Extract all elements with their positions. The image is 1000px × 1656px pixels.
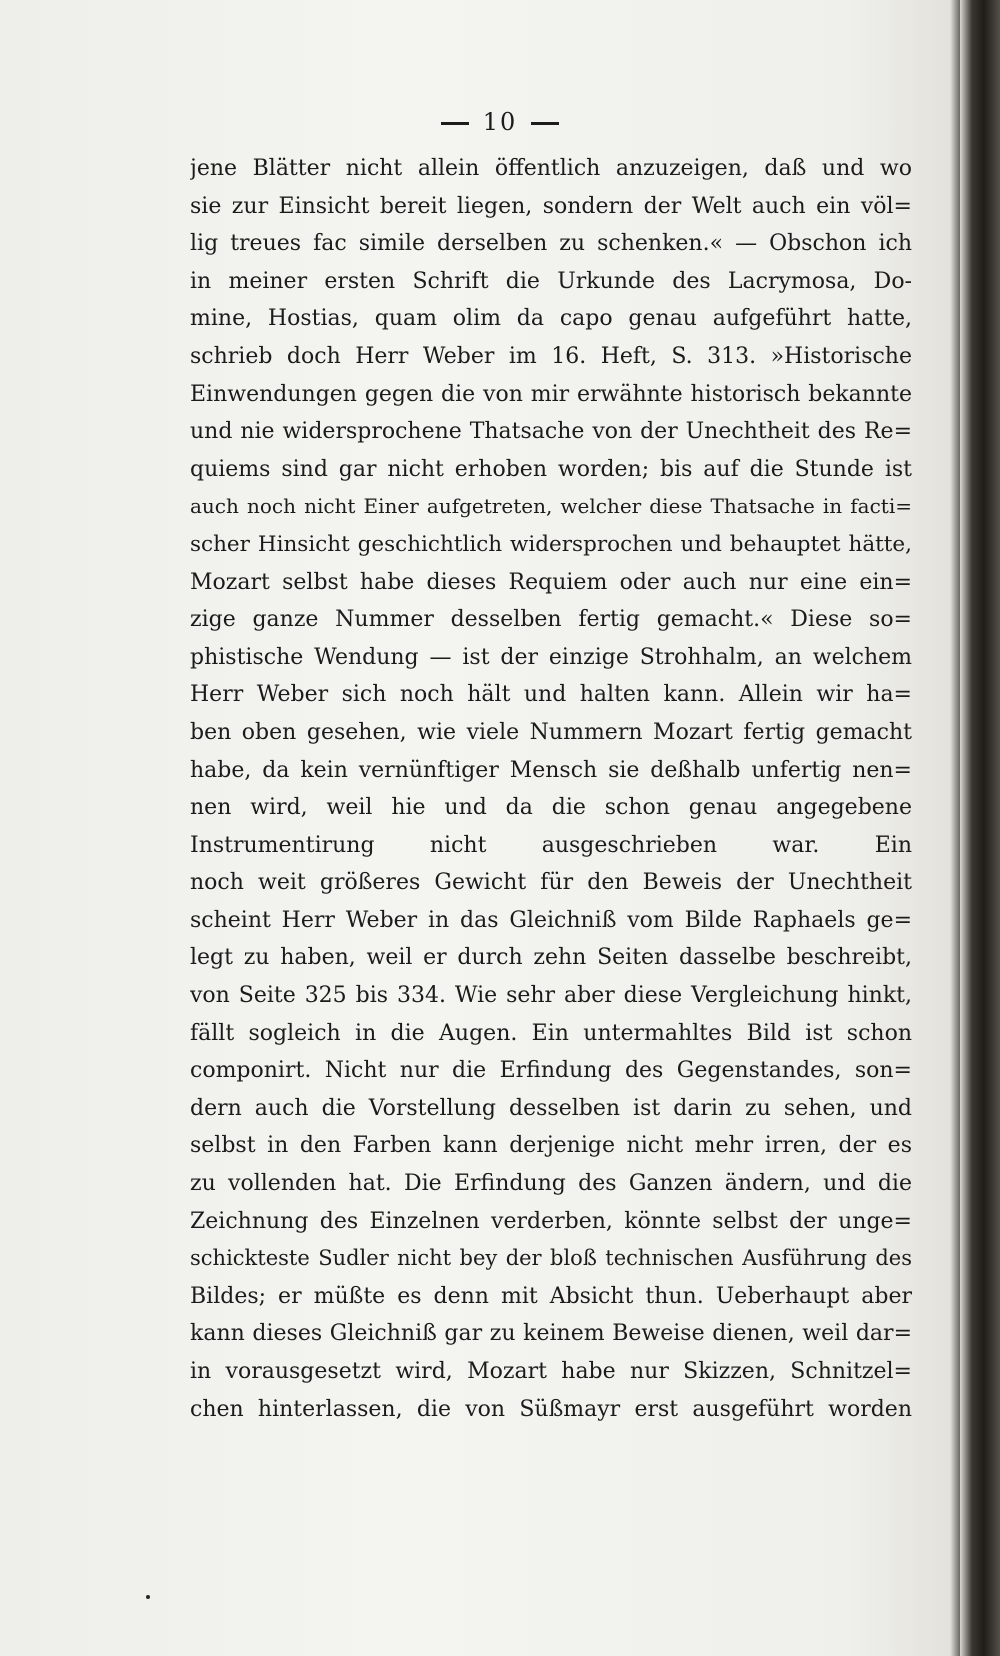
text-line: schickteste Sudler nicht bey der bloß technischen Ausführung des bbox=[190, 1246, 912, 1271]
text-line: chen hinterlassen, die von Süßmayr erst ausgeführt worden bbox=[190, 1396, 912, 1422]
text-line: Einwendungen gegen die von mir erwähnte historisch bekannte bbox=[190, 381, 912, 407]
left-dash bbox=[441, 122, 469, 125]
text-line: sie zur Einsicht bereit liegen, sondern der Welt auch ein völ= bbox=[190, 193, 912, 219]
text-line: legt zu haben, weil er durch zehn Seiten dasselbe beschreibt, bbox=[190, 945, 912, 971]
text-line: Instrumentirung nicht ausgeschrieben war. Ein bbox=[190, 832, 912, 858]
text-line: habe, da kein vernünftiger Mensch sie deßhalb unfertig nen= bbox=[190, 757, 912, 783]
page-number: 10 bbox=[482, 108, 518, 136]
text-line: scheint Herr Weber in das Gleichniß vom Bilde Raphaels ge= bbox=[190, 907, 912, 933]
text-line: in vorausgesetzt wird, Mozart habe nur Skizzen, Schnitzel= bbox=[190, 1359, 912, 1384]
page-number-header bbox=[0, 108, 1000, 136]
text-line: jene Blätter nicht allein öffentlich anzuzeigen, daß und wo bbox=[190, 156, 912, 181]
text-line: Herr Weber sich noch hält und halten kann. Allein wir ha= bbox=[190, 682, 912, 708]
text-line: Zeichnung des Einzelnen verderben, könnte selbst der unge= bbox=[190, 1208, 912, 1234]
text-line: zige ganze Nummer desselben fertig gemacht.« Diese so= bbox=[190, 607, 912, 633]
right-dash bbox=[531, 122, 559, 125]
text-line: nen wird, weil hie und da die schon genau angegebene bbox=[190, 795, 912, 821]
text-line: quiems sind gar nicht erhoben worden; bis auf die Stunde ist bbox=[190, 456, 912, 482]
text-line: componirt. Nicht nur die Erfindung des Gegenstandes, son= bbox=[190, 1058, 912, 1084]
text-line: dern auch die Vorstellung desselben ist darin zu sehen, und bbox=[190, 1095, 912, 1121]
body-text bbox=[190, 150, 912, 1428]
text-line: und nie widersprochene Thatsache von der Unechtheit des Re= bbox=[190, 419, 912, 445]
text-line: kann dieses Gleichniß gar zu keinem Beweise dienen, weil dar= bbox=[190, 1321, 912, 1347]
text-line: ben oben gesehen, wie viele Nummern Mozart fertig gemacht bbox=[190, 719, 912, 745]
text-line: Bildes; er müßte es denn mit Absicht thun. Ueberhaupt aber bbox=[190, 1283, 912, 1309]
text-line: mine, Hostias, quam olim da capo genau aufgeführt hatte, bbox=[190, 306, 912, 332]
book-spine-edge bbox=[960, 0, 1000, 1656]
text-line: noch weit größeres Gewicht für den Beweis der Unechtheit bbox=[190, 870, 912, 896]
text-line: von Seite 325 bis 334. Wie sehr aber diese Vergleichung hinkt, bbox=[190, 983, 912, 1009]
text-line: Mozart selbst habe dieses Requiem oder auch nur eine ein= bbox=[190, 569, 912, 595]
paper-speck bbox=[146, 1595, 150, 1599]
text-line: fällt sogleich in die Augen. Ein untermahltes Bild ist schon bbox=[190, 1020, 912, 1046]
text-line: scher Hinsicht geschichtlich widersprochen und behauptet hätte, bbox=[190, 531, 912, 557]
text-line: zu vollenden hat. Die Erfindung des Ganzen ändern, und die bbox=[190, 1171, 912, 1197]
text-line: schrieb doch Herr Weber im 16. Heft, S. 313. »Historische bbox=[190, 343, 912, 369]
text-line: lig treues fac simile derselben zu schenken.« — Obschon ich bbox=[190, 231, 912, 257]
text-line: phistische Wendung — ist der einzige Strohhalm, an welchem bbox=[190, 644, 912, 670]
text-line: selbst in den Farben kann derjenige nicht mehr irren, der es bbox=[190, 1133, 912, 1159]
text-line: auch noch nicht Einer aufgetreten, welcher diese Thatsache in facti= bbox=[190, 494, 912, 519]
text-line: in meiner ersten Schrift die Urkunde des Lacrymosa, Do- bbox=[190, 268, 912, 294]
